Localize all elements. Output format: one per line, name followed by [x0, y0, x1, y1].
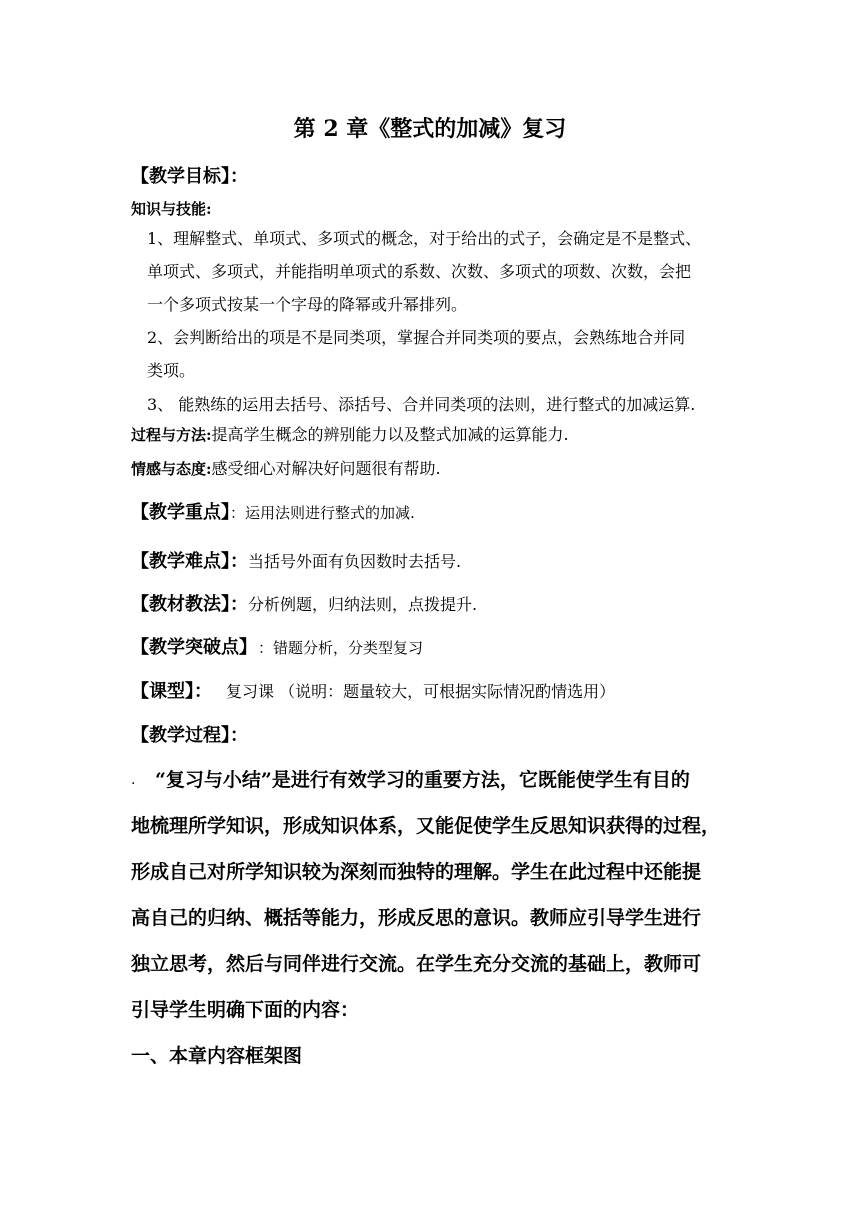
process-paragraph-line-4: 高自己的归纳、概括等能力，形成反思的意识。教师应引导学生进行: [131, 907, 702, 929]
knowledge-label: 知识与技能:: [131, 200, 212, 218]
method-label: 【教材教法】：: [131, 594, 248, 615]
section-one-heading: 一、本章内容框架图: [131, 1045, 303, 1067]
breakthrough-row: [131, 633, 423, 659]
process-method-label: 过程与方法:: [131, 426, 212, 444]
objective-line-1: 1、理解整式、单项式、多项式的概念，对于给出的式子，会确定是不是整式、: [147, 229, 702, 248]
method-row: [131, 590, 477, 616]
key-point-row: [131, 498, 415, 524]
page-title: 第 2 章《整式的加减》复习: [293, 116, 567, 142]
emotion-row: [131, 456, 441, 479]
process-paragraph-line-2: 地梳理所学知识，形成知识体系，又能促使学生反思知识获得的过程，: [131, 815, 721, 837]
emotion-text: 感受细心对解决好问题很有帮助.: [211, 459, 441, 478]
difficulty-text: 当括号外面有负因数时去括号.: [248, 552, 462, 571]
process-paragraph-line-1: “复习与小结”是进行有效学习的重要方法，它既能使学生有目的: [155, 769, 690, 791]
objectives-heading: 【教学目标】：: [131, 166, 248, 187]
process-paragraph-line-5: 独立思考，然后与同伴进行交流。在学生充分交流的基础上，教师可: [131, 953, 702, 975]
paragraph-bullet: .: [131, 772, 136, 788]
objective-line-5: 类项。: [147, 361, 196, 380]
emotion-label: 情感与态度:: [131, 460, 212, 478]
objective-line-6: 3、 能熟练的运用去括号、添括号、合并同类项的法则，进行整式的加减运算.: [147, 395, 696, 414]
objective-line-4: 2、会判断给出的项是不是同类项，掌握合并同类项的要点，会熟练地合并同: [147, 328, 686, 347]
key-point-text: ：运用法则进行整式的加减.: [230, 504, 415, 522]
process-heading: 【教学过程】：: [131, 725, 248, 746]
method-text: 分析例题，归纳法则，点拨提升.: [248, 595, 478, 614]
process-method-text: 提高学生概念的辨别能力以及整式加减的运算能力.: [211, 425, 569, 444]
difficulty-row: [131, 547, 461, 573]
breakthrough-label: 【教学突破点】: [131, 637, 248, 658]
key-point-label: 【教学重点】: [131, 502, 230, 523]
lesson-type-row: [131, 677, 615, 703]
process-paragraph-line-6: 引导学生明确下面的内容：: [131, 999, 360, 1021]
objective-line-3: 一个多项式按某一个字母的降幂或升幂排列。: [147, 295, 468, 314]
process-method-row: [131, 422, 569, 445]
process-paragraph-line-3: 形成自己对所学知识较为深刻而独特的理解。学生在此过程中还能提: [131, 861, 702, 883]
lesson-type-text: 复习课 （说明：题量较大，可根据实际情况酌情选用）: [226, 682, 616, 701]
lesson-type-label: 【课型】：: [131, 681, 212, 702]
objective-line-2: 单项式、多项式，并能指明单项式的系数、次数、多项式的项数、次数，会把: [147, 262, 692, 281]
breakthrough-text: ：错题分析，分类型复习: [258, 639, 424, 657]
difficulty-label: 【教学难点】：: [131, 551, 248, 572]
